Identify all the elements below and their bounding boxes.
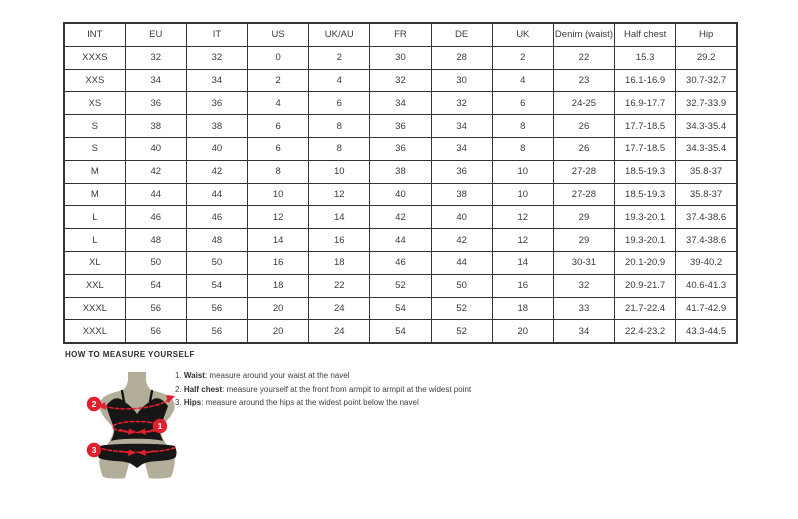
size-cell: 32.7-33.9 xyxy=(676,92,737,115)
size-cell: 10 xyxy=(492,160,553,183)
size-cell: 54 xyxy=(370,320,431,343)
size-cell: 44 xyxy=(186,183,247,206)
size-cell: 18.5-19.3 xyxy=(615,183,676,206)
size-cell: 34.3-35.4 xyxy=(676,137,737,160)
size-cell: 20 xyxy=(248,297,309,320)
size-cell: 44 xyxy=(370,229,431,252)
size-cell: 36 xyxy=(431,160,492,183)
size-cell: 56 xyxy=(186,297,247,320)
size-cell: 43.3-44.5 xyxy=(676,320,737,343)
size-cell: 35.8-37 xyxy=(676,160,737,183)
size-cell: 17.7-18.5 xyxy=(615,137,676,160)
size-cell: 56 xyxy=(125,297,186,320)
size-row xyxy=(64,137,737,160)
size-cell: 50 xyxy=(431,274,492,297)
size-cell: 40 xyxy=(431,206,492,229)
size-cell: 34.3-35.4 xyxy=(676,115,737,138)
size-cell: XXS xyxy=(64,69,125,92)
size-row xyxy=(64,183,737,206)
column-header: IT xyxy=(186,23,247,46)
size-cell: 48 xyxy=(186,229,247,252)
size-cell: 26 xyxy=(553,115,614,138)
size-row xyxy=(64,206,737,229)
size-cell: 40 xyxy=(370,183,431,206)
size-cell: 36 xyxy=(186,92,247,115)
size-cell: 54 xyxy=(370,297,431,320)
size-cell: XS xyxy=(64,92,125,115)
size-cell: 24 xyxy=(309,297,370,320)
size-cell: 30 xyxy=(370,46,431,69)
size-cell: 29.2 xyxy=(676,46,737,69)
size-cell: 14 xyxy=(309,206,370,229)
size-cell: 14 xyxy=(248,229,309,252)
size-cell: 6 xyxy=(492,92,553,115)
size-row xyxy=(64,274,737,297)
size-cell: 18 xyxy=(309,251,370,274)
column-header: FR xyxy=(370,23,431,46)
marker-waist xyxy=(153,419,167,433)
size-cell: 38 xyxy=(431,183,492,206)
size-cell: 20.1-20.9 xyxy=(615,251,676,274)
size-cell: 56 xyxy=(186,320,247,343)
size-cell: 52 xyxy=(431,320,492,343)
size-cell: 40 xyxy=(186,137,247,160)
size-cell: 16 xyxy=(492,274,553,297)
size-cell: 48 xyxy=(125,229,186,252)
size-cell: 21.7-22.4 xyxy=(615,297,676,320)
marker-chest xyxy=(87,397,101,411)
size-cell: 10 xyxy=(492,183,553,206)
size-cell: 29 xyxy=(553,206,614,229)
size-cell: 0 xyxy=(248,46,309,69)
size-cell: M xyxy=(64,183,125,206)
size-cell: 12 xyxy=(492,229,553,252)
size-cell: 8 xyxy=(309,115,370,138)
size-cell: 41.7-42.9 xyxy=(676,297,737,320)
size-cell: 54 xyxy=(186,274,247,297)
size-cell: 30.7-32.7 xyxy=(676,69,737,92)
size-cell: 37.4-38.6 xyxy=(676,229,737,252)
size-cell: 38 xyxy=(125,115,186,138)
size-cell: XXXL xyxy=(64,320,125,343)
measure-step: 2. Half chest: measure yourself at the front from armpit to armpit at the widest point xyxy=(175,384,472,394)
size-cell: 22 xyxy=(553,46,614,69)
size-cell: 40.6-41.3 xyxy=(676,274,737,297)
size-row xyxy=(64,297,737,320)
size-cell: 42 xyxy=(370,206,431,229)
column-header: EU xyxy=(125,23,186,46)
size-cell: 22.4-23.2 xyxy=(615,320,676,343)
size-cell: 27-28 xyxy=(553,183,614,206)
size-cell: 8 xyxy=(309,137,370,160)
size-cell: 36 xyxy=(125,92,186,115)
size-cell: 34 xyxy=(186,69,247,92)
column-header: US xyxy=(248,23,309,46)
size-cell: 42 xyxy=(186,160,247,183)
column-header: UK xyxy=(492,23,553,46)
size-cell: 2 xyxy=(248,69,309,92)
mannequin-illustration xyxy=(65,367,200,482)
size-cell: 12 xyxy=(492,206,553,229)
size-cell: 16 xyxy=(248,251,309,274)
size-cell: 42 xyxy=(431,229,492,252)
size-cell: 52 xyxy=(431,297,492,320)
size-cell: 40 xyxy=(125,137,186,160)
size-cell: 44 xyxy=(431,251,492,274)
size-row xyxy=(64,115,737,138)
size-cell: 32 xyxy=(125,46,186,69)
size-cell: 20 xyxy=(492,320,553,343)
size-cell: 19.3-20.1 xyxy=(615,206,676,229)
size-row xyxy=(64,92,737,115)
size-cell: 10 xyxy=(309,160,370,183)
size-cell: 34 xyxy=(370,92,431,115)
size-cell: 16.1-16.9 xyxy=(615,69,676,92)
size-cell: 38 xyxy=(370,160,431,183)
size-cell: 29 xyxy=(553,229,614,252)
size-cell: 12 xyxy=(309,183,370,206)
size-cell: XXL xyxy=(64,274,125,297)
size-cell: 37.4-38.6 xyxy=(676,206,737,229)
size-cell: 34 xyxy=(431,115,492,138)
column-header: Hip xyxy=(676,23,737,46)
size-cell: 18 xyxy=(248,274,309,297)
size-chart-body xyxy=(64,46,737,343)
size-cell: 35.8-37 xyxy=(676,183,737,206)
column-header: Denim (waist) xyxy=(553,23,614,46)
size-cell: 36 xyxy=(370,137,431,160)
size-row xyxy=(64,320,737,343)
measure-steps xyxy=(175,371,575,412)
size-cell: 2 xyxy=(492,46,553,69)
size-row xyxy=(64,160,737,183)
size-cell: 22 xyxy=(309,274,370,297)
column-header: INT xyxy=(64,23,125,46)
size-cell: 46 xyxy=(370,251,431,274)
size-chart-header-row xyxy=(64,23,737,46)
size-cell: 16.9-17.7 xyxy=(615,92,676,115)
size-cell: 27-28 xyxy=(553,160,614,183)
size-cell: M xyxy=(64,160,125,183)
size-cell: 33 xyxy=(553,297,614,320)
size-cell: 4 xyxy=(309,69,370,92)
size-cell: 34 xyxy=(553,320,614,343)
size-cell: 24-25 xyxy=(553,92,614,115)
size-cell: 16 xyxy=(309,229,370,252)
size-cell: 15.3 xyxy=(615,46,676,69)
size-cell: 30-31 xyxy=(553,251,614,274)
size-cell: 32 xyxy=(370,69,431,92)
marker-chest-number: 2 xyxy=(91,399,97,409)
size-cell: 8 xyxy=(492,115,553,138)
measure-section-heading: HOW TO MEASURE YOURSELF xyxy=(65,350,195,359)
size-cell: 52 xyxy=(370,274,431,297)
size-cell: 30 xyxy=(431,69,492,92)
size-cell: XL xyxy=(64,251,125,274)
size-row xyxy=(64,229,737,252)
size-row xyxy=(64,46,737,69)
size-row xyxy=(64,251,737,274)
size-cell: 4 xyxy=(492,69,553,92)
marker-hips-number: 3 xyxy=(91,445,97,455)
size-cell: 50 xyxy=(125,251,186,274)
column-header: UK/AU xyxy=(309,23,370,46)
size-cell: 19.3-20.1 xyxy=(615,229,676,252)
size-cell: 34 xyxy=(125,69,186,92)
size-cell: 26 xyxy=(553,137,614,160)
size-cell: 10 xyxy=(248,183,309,206)
size-cell: L xyxy=(64,206,125,229)
size-cell: 6 xyxy=(248,137,309,160)
size-cell: 18.5-19.3 xyxy=(615,160,676,183)
size-cell: 46 xyxy=(186,206,247,229)
size-cell: 38 xyxy=(186,115,247,138)
size-cell: 50 xyxy=(186,251,247,274)
size-cell: 12 xyxy=(248,206,309,229)
size-cell: 39-40.2 xyxy=(676,251,737,274)
size-cell: 56 xyxy=(125,320,186,343)
size-cell: 32 xyxy=(431,92,492,115)
size-cell: 6 xyxy=(309,92,370,115)
size-cell: 8 xyxy=(492,137,553,160)
size-cell: 8 xyxy=(248,160,309,183)
size-cell: 36 xyxy=(370,115,431,138)
size-cell: 32 xyxy=(186,46,247,69)
size-cell: 18 xyxy=(492,297,553,320)
size-cell: S xyxy=(64,115,125,138)
measurement-figure xyxy=(65,367,200,482)
size-cell: 14 xyxy=(492,251,553,274)
size-cell: 54 xyxy=(125,274,186,297)
size-cell: 20 xyxy=(248,320,309,343)
size-cell: 32 xyxy=(553,274,614,297)
size-cell: 17.7-18.5 xyxy=(615,115,676,138)
size-cell: L xyxy=(64,229,125,252)
size-cell: S xyxy=(64,137,125,160)
size-cell: 6 xyxy=(248,115,309,138)
column-header: Half chest xyxy=(615,23,676,46)
measure-step: 1. Waist: measure around your waist at the navel xyxy=(175,371,350,380)
size-cell: XXXL xyxy=(64,297,125,320)
size-cell: 28 xyxy=(431,46,492,69)
size-cell: 46 xyxy=(125,206,186,229)
size-cell: 44 xyxy=(125,183,186,206)
size-cell: 24 xyxy=(309,320,370,343)
marker-waist-number: 1 xyxy=(157,421,163,431)
size-cell: 4 xyxy=(248,92,309,115)
size-cell: 42 xyxy=(125,160,186,183)
measure-step: 3. Hips: measure around the hips at the widest point below the navel xyxy=(175,398,419,408)
marker-hips xyxy=(87,443,101,457)
size-chart-table xyxy=(63,22,738,344)
size-row xyxy=(64,69,737,92)
size-cell: 20.9-21.7 xyxy=(615,274,676,297)
column-header: DE xyxy=(431,23,492,46)
size-cell: XXXS xyxy=(64,46,125,69)
size-cell: 34 xyxy=(431,137,492,160)
size-cell: 23 xyxy=(553,69,614,92)
size-cell: 2 xyxy=(309,46,370,69)
